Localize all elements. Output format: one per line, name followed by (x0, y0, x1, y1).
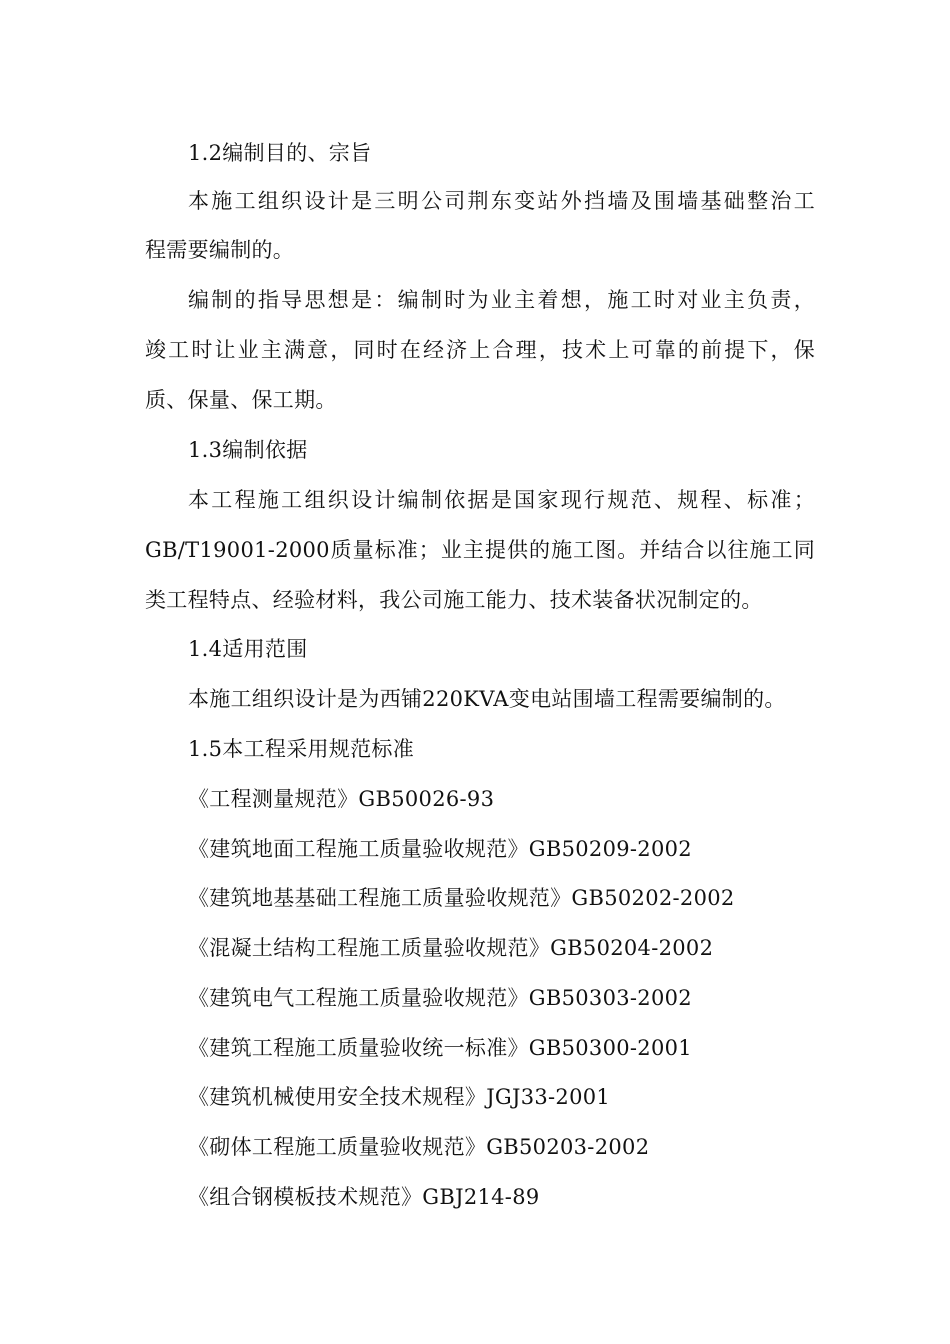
paragraph-basis-line-1: 本工程施工组织设计编制依据是国家现行规范、规程、标准； (188, 488, 815, 512)
paragraph-basis-line-2: GB/T19001-2000质量标准；业主提供的施工图。并结合以往施工同 (145, 538, 815, 562)
paragraph-basis-line-3: 类工程特点、经验材料，我公司施工能力、技术装备状况制定的。 (145, 588, 763, 612)
standard-item: 《组合钢模板技术规范》GBJ214-89 (188, 1185, 540, 1209)
paragraph-guideline-line-2: 竣工时让业主满意，同时在经济上合理，技术上可靠的前提下，保 (145, 338, 815, 362)
paragraph-guideline-line-1: 编制的指导思想是：编制时为业主着想，施工时对业主负责， (188, 288, 815, 312)
paragraph-guideline-line-3: 质、保量、保工期。 (145, 388, 337, 412)
section-heading-1-2: 1.2编制目的、宗旨 (188, 141, 372, 165)
section-heading-1-4: 1.4适用范围 (188, 637, 308, 661)
standard-item: 《工程测量规范》GB50026-93 (188, 787, 495, 811)
paragraph-scope-line-1: 本施工组织设计是为西铺220KVA变电站围墙工程需要编制的。 (188, 687, 786, 711)
standard-item: 《建筑地基基础工程施工质量验收规范》GB50202-2002 (188, 886, 735, 910)
standard-item: 《砌体工程施工质量验收规范》GB50203-2002 (188, 1135, 650, 1159)
standard-item: 《混凝土结构工程施工质量验收规范》GB50204-2002 (188, 936, 714, 960)
section-heading-1-3: 1.3编制依据 (188, 438, 308, 462)
standard-item: 《建筑地面工程施工质量验收规范》GB50209-2002 (188, 837, 692, 861)
standard-item: 《建筑电气工程施工质量验收规范》GB50303-2002 (188, 986, 692, 1010)
standard-item: 《建筑机械使用安全技术规程》JGJ33-2001 (188, 1085, 611, 1109)
standard-item: 《建筑工程施工质量验收统一标准》GB50300-2001 (188, 1036, 692, 1060)
paragraph-purpose-line-2: 程需要编制的。 (145, 238, 295, 262)
section-heading-1-5: 1.5本工程采用规范标准 (188, 737, 414, 761)
paragraph-purpose-line-1: 本施工组织设计是三明公司荆东变站外挡墙及围墙基础整治工 (188, 189, 815, 213)
